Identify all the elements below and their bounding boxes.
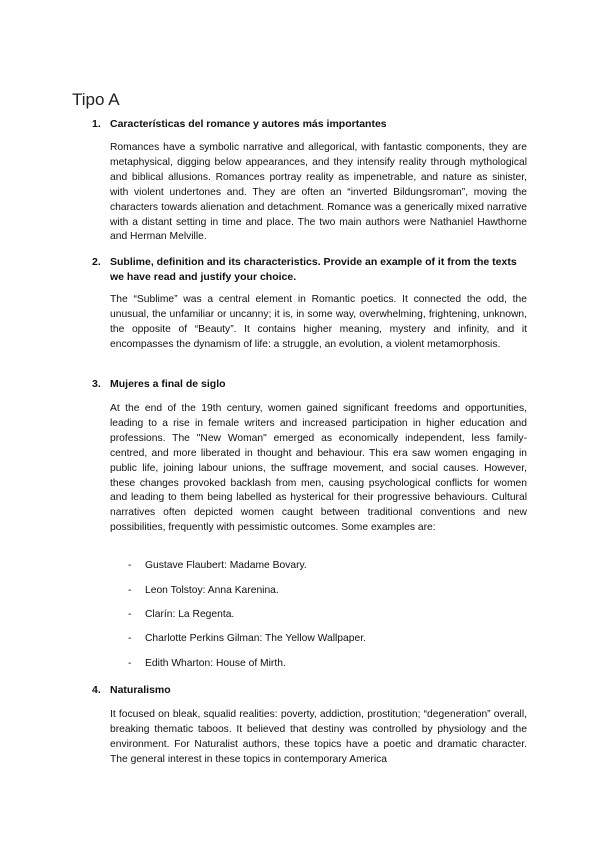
list-item-text: Edith Wharton: House of Mirth. bbox=[145, 658, 286, 669]
bullet-dash: - bbox=[128, 633, 132, 644]
list-item-text: Clarín: La Regenta. bbox=[145, 609, 235, 620]
section-number: 4. bbox=[92, 684, 101, 696]
bullet-dash: - bbox=[128, 609, 132, 620]
section-title: Naturalismo bbox=[110, 684, 171, 696]
section-number: 1. bbox=[92, 118, 101, 130]
list-item-text: Charlotte Perkins Gilman: The Yellow Wallpaper. bbox=[145, 633, 366, 644]
section-body: At the end of the 19th century, women gained significant freedoms and opportunities, leading to a rise in female writers and increased participation in higher education and professions. The "New Woman" emerged as economically independent, less family-centred, and more liberated in thought and behaviour. This era saw women engaging in public life, joining labour unions, the suffrage movement, and social causes. However, these changes provoked backlash from men, causing psychological conflicts for women and leading to them being labelled as hysterical for their progressive behaviours. Cultural narratives often depicted women caught between traditional conventions and new possibilities, frequently with pessimistic outcomes. Some examples are: bbox=[110, 403, 527, 534]
section-title: Características del romance y autores más importantes bbox=[110, 118, 387, 130]
bullet-dash: - bbox=[128, 658, 132, 669]
section-body: Romances have a symbolic narrative and allegorical, with fantastic components, they are metaphysical, digging below appearances, and they intensify reality through mythological and biblical allusions. Romances portray reality as impenetrable, and nature as sinister, with violent undertones and. They are often an “inverted Bildungsroman”, moving the characters towards alienation and detachment. Romance was a generically mixed narrative with a distant setting in time and place. The two main authors were Nathaniel Hawthorne and Herman Melville. bbox=[110, 142, 527, 243]
section-body: It focused on bleak, squalid realities: poverty, addiction, prostitution; “degeneration” overall, breaking thematic taboos. It believed that destiny was controlled by physiology and the environment. For Naturalist authors, these topics have a poetic and dramatic character. The general interest in these topics in contemporary America bbox=[110, 709, 527, 765]
bullet-dash: - bbox=[128, 585, 132, 596]
bullet-dash: - bbox=[128, 560, 132, 571]
document-title: Tipo A bbox=[72, 90, 120, 109]
section-body: The “Sublime” was a central element in Romantic poetics. It connected the odd, the unusual, the unfamiliar or uncanny; it is, in some way, overwhelming, frightening, unknown, the opposite of “Beauty”. It contains higher meaning, mystery and infinity, and it encompasses the dynamism of life: a struggle, an evolution, a violent metamorphosis. bbox=[110, 294, 527, 350]
section-title: Sublime, definition and its characteristics. Provide an example of it from the texts we have read and justify your choice. bbox=[110, 256, 517, 283]
section-title: Mujeres a final de siglo bbox=[110, 378, 226, 390]
section-number: 3. bbox=[92, 378, 101, 390]
list-item-text: Leon Tolstoy: Anna Karenina. bbox=[145, 585, 279, 596]
section-number: 2. bbox=[92, 256, 101, 268]
list-item-text: Gustave Flaubert: Madame Bovary. bbox=[145, 560, 307, 571]
